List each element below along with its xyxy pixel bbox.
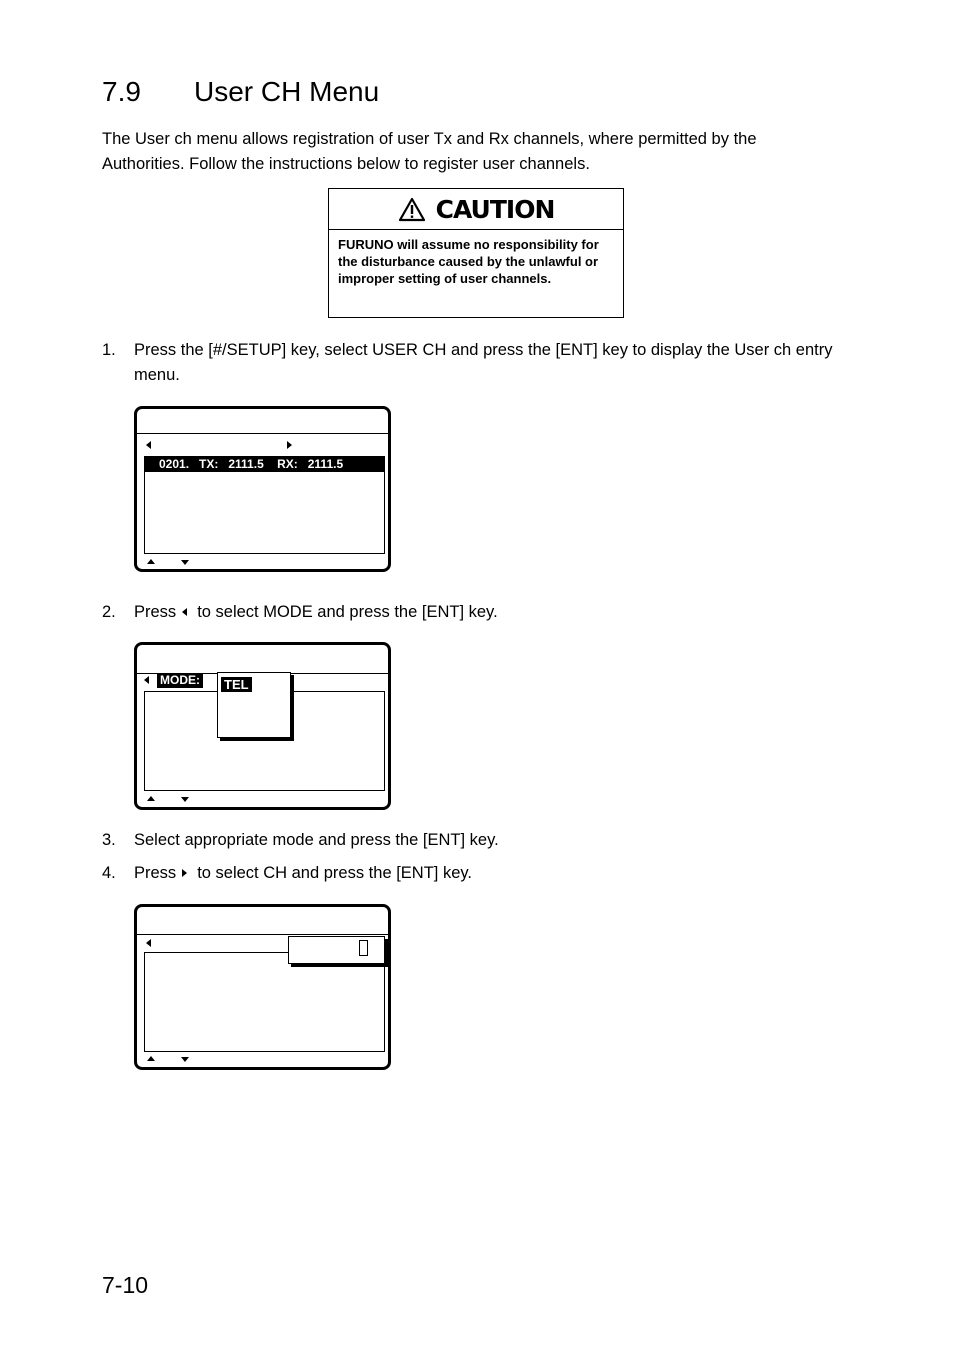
left-arrow-icon: [146, 939, 151, 947]
step-text-before: Press: [134, 603, 177, 621]
caution-box: [328, 188, 624, 318]
right-arrow-icon: [287, 441, 292, 449]
ch-input-box[interactable]: [288, 936, 385, 964]
up-arrow-icon: [147, 796, 155, 801]
user-ch-entry-screen: [134, 406, 391, 572]
channel-list: [144, 952, 385, 1052]
right-arrow-icon: [182, 869, 187, 877]
mode-select-screen: [134, 642, 391, 810]
caution-title: CAUTION: [435, 194, 555, 224]
section-title: User CH Menu: [194, 76, 380, 107]
page-number: 7-10: [102, 1272, 149, 1298]
step-number: 3.: [102, 831, 116, 849]
mode-dropdown[interactable]: [217, 672, 291, 738]
ch-entry-screen: [134, 904, 391, 1070]
step-number: 2.: [102, 603, 116, 621]
step-number: 1.: [102, 341, 116, 359]
down-arrow-icon: [181, 560, 189, 565]
warning-triangle-icon: [398, 197, 426, 222]
step-number: 4.: [102, 864, 116, 882]
up-arrow-icon: [147, 1056, 155, 1061]
left-arrow-icon: [144, 676, 149, 684]
text-cursor: [359, 940, 368, 956]
screen-title-bar: [137, 409, 388, 434]
screen-title-bar: [137, 907, 388, 935]
down-arrow-icon: [181, 797, 189, 802]
step-text: Press the [#/SETUP] key, select USER CH and press the [ENT] key to display the User ch entry menu.: [134, 341, 833, 384]
intro-paragraph: The User ch menu allows registration of user Tx and Rx channels, where permitted by the Authorities. Follow the instructions below to register user channels.: [102, 130, 757, 173]
step-text-after: to select CH and press the [ENT] key.: [197, 864, 472, 882]
section-heading: [102, 74, 379, 110]
channel-list: [144, 456, 385, 554]
channel-entry-row[interactable]: 0201. TX: 2111.5 RX: 2111.5: [145, 457, 384, 472]
section-number: 7.9: [102, 76, 141, 107]
step-text-after: to select MODE and press the [ENT] key.: [197, 603, 498, 621]
mode-option-tel[interactable]: TEL: [221, 677, 252, 692]
screen-title-bar: [137, 645, 388, 674]
left-arrow-icon: [146, 441, 151, 449]
step-text: Select appropriate mode and press the [ENT] key.: [134, 831, 499, 849]
up-arrow-icon: [147, 559, 155, 564]
caution-text: FURUNO will assume no responsibility for the disturbance caused by the unlawful or improper setting of user channels.: [338, 237, 599, 286]
caution-header: [329, 189, 623, 230]
left-arrow-icon: [182, 608, 187, 616]
mode-label[interactable]: MODE:: [157, 673, 203, 688]
step-text-before: Press: [134, 864, 177, 882]
down-arrow-icon: [181, 1057, 189, 1062]
